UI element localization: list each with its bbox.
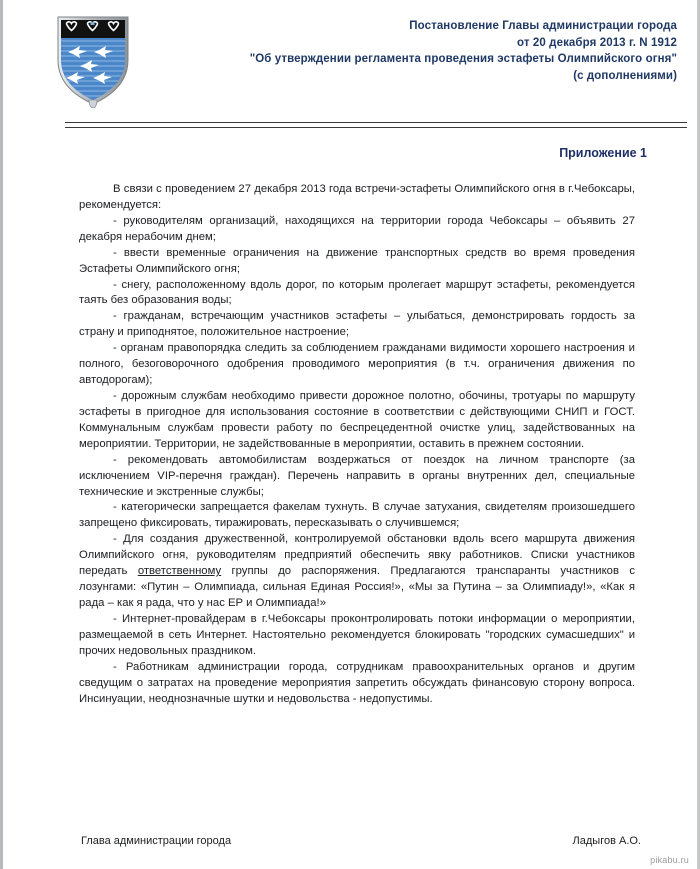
signatory-position: Глава администрации города xyxy=(81,835,232,847)
document-header xyxy=(3,0,697,108)
document-body xyxy=(3,160,697,707)
coat-of-arms-cheboksary-icon xyxy=(55,16,131,108)
clause-item: - рекомендовать автомобилистам воздержаться от поездок на личном транспорте (за исключением VIP-перечня граждан). Перечень направить в органы внутренних дел, специальные технические и экстренные службы; xyxy=(79,453,635,498)
clause-item: - дорожным службам необходимо привести дорожное полотно, обочины, тротуары по маршруту эстафеты в пригодное для использования состояние в соответствии с действующими СНИП и ГОСТ. Коммунальным службам провести работу по беспрецедентной очистке улиц, задействованных на мероприятии. Территории, не задействованные в мероприятии, оставить в прежнем состоянии. xyxy=(79,389,635,450)
signatory-name: Ладыгов А.О. xyxy=(572,835,641,847)
slogan-list: «Путин – Олимпиада, сильная Единая Россия!», «Мы за Путина – за Олимпиаду!», «Как я рада – как я рада, что у нас ЕР и Олимпиада!» xyxy=(79,581,635,609)
clause-item: - категорически запрещается факелам тухнуть. В случае затухания, свидетелям произошедшего запрещено фиксировать, тиражировать, пересказывать о случившемся; xyxy=(79,501,635,530)
header-line-3: "Об утверждении регламента проведения эстафеты Олимпийского огня" xyxy=(249,53,677,66)
slogan-clause-prefix: - Для создания дружественной, контролируемой обстановки вдоль всего маршрута движения Олимпийского огня, руководителям предприятий обеспечить явку работников. Списки участников передать xyxy=(79,533,635,578)
document-footer xyxy=(3,835,697,847)
intro-paragraph: В связи с проведением 27 декабря 2013 года встречи-эстафеты Олимпийского огня в г.Чебоксары, рекомендуется: xyxy=(79,183,635,211)
clause-item: - руководителям организаций, находящихся на территории города Чебоксары – объявить 27 декабря нерабочим днем; xyxy=(79,214,635,243)
slogan-clause-middle: группы до распоряжения. Предлагаются транспаранты участников с лозунгами: xyxy=(79,565,635,594)
header-divider xyxy=(3,108,697,128)
responsible-person-link[interactable]: ответственному xyxy=(137,565,222,578)
clause-item: - гражданам, встречающим участников эстафеты – улыбаться, демонстрировать гордость за страну и приподнятое, положительное настроение; xyxy=(79,310,635,339)
clause-item: - Работникам администрации города, сотрудникам правоохранительных органов и другим сведущим о затратах на проведение мероприятия запретить обсуждать финансовую сторону вопроса. Инсинуации, неоднозначные шутки и недовольства - недопустимы. xyxy=(79,660,635,705)
watermark: pikabu.ru xyxy=(650,855,689,865)
header-line-2: от 20 декабря 2013 г. N 1912 xyxy=(517,36,677,49)
appendix-label: Приложение 1 xyxy=(559,146,647,160)
header-title-block xyxy=(131,14,685,85)
header-line-4: (с дополнениями) xyxy=(573,70,677,83)
clause-item: - Интернет-провайдерам в г.Чебоксары проконтролировать потоки информации о мероприятии, размещаемой в сеть Интернет. Настоятельно рекомендуется блокировать "городских сумасшедших" и прочих недовольных праздником. xyxy=(79,612,635,657)
clause-item: - органам правопорядка следить за соблюдением гражданами видимости хорошего настроения и полного, безоговорочного одобрения проводимого мероприятия (в т.ч. ограничения движения по автодорогам); xyxy=(79,342,635,387)
clause-item: - ввести временные ограничения на движение транспортных средств во время проведения Эстафеты Олимпийского огня; xyxy=(79,246,635,275)
clause-item: - снегу, расположенному вдоль дорог, по которым пролегает маршрут эстафеты, рекомендуется таять без образования воды; xyxy=(79,278,635,307)
header-line-1: Постановление Главы администрации города xyxy=(409,20,677,32)
clause-item-slogans xyxy=(79,532,635,612)
